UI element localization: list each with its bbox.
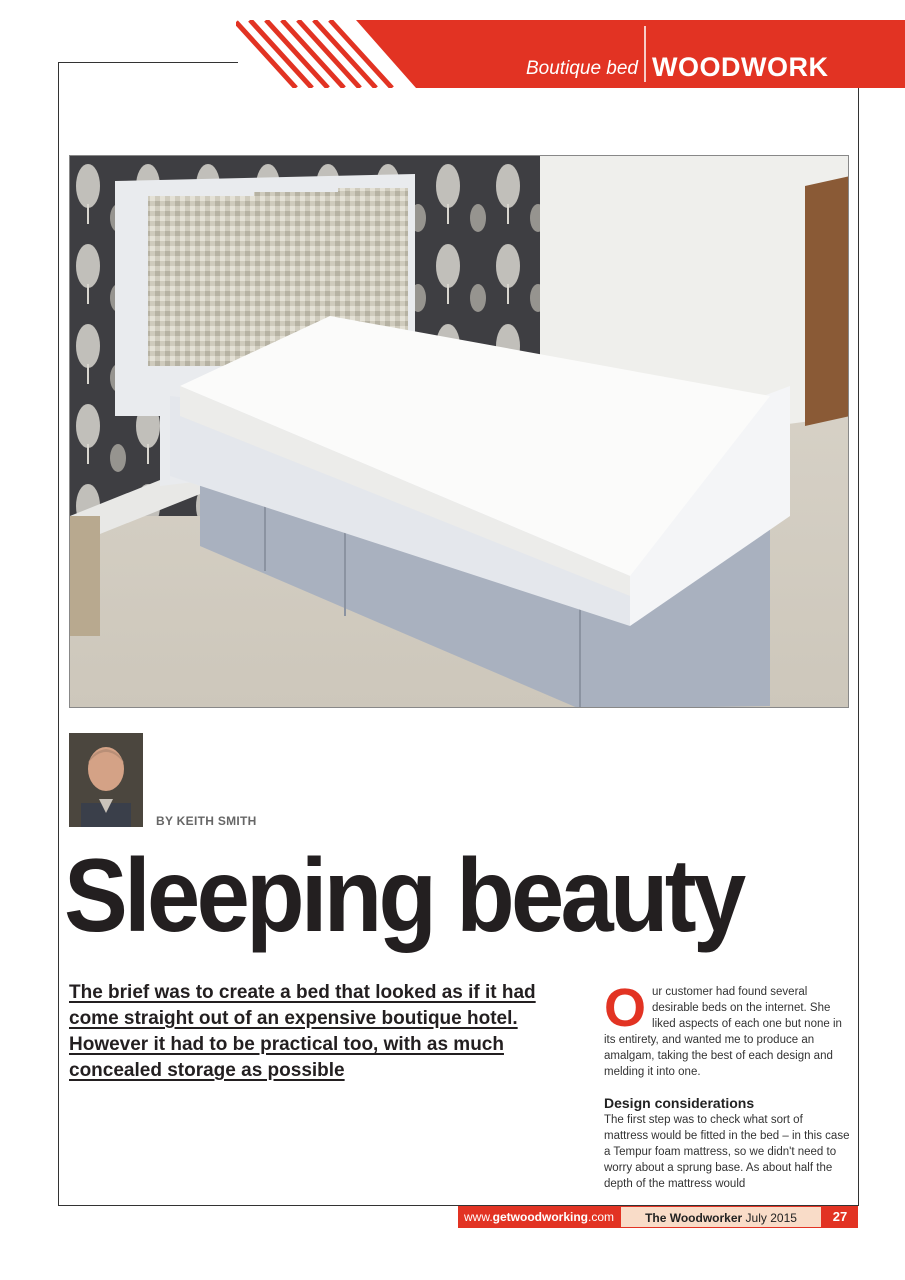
magazine-issue: July 2015 xyxy=(745,1211,797,1225)
body-paragraph: The first step was to check what sort of mattress would be fitted in the bed – in this case a Tempur foam mattress, so we didn't need to worry about a sprung base. As about half the depth of the mattress would xyxy=(604,1114,850,1190)
article-body xyxy=(604,978,850,1192)
standfirst-text: The brief was to create a bed that looked as if it had come straight out of an expensive boutique hotel. However it had to be practical too, with as much concealed storage as possible xyxy=(69,982,536,1081)
frame-right-rule xyxy=(858,88,859,1206)
url-suffix: .com xyxy=(587,1210,614,1224)
footer-magazine xyxy=(620,1206,822,1228)
article-headline: Sleeping beauty xyxy=(64,838,743,954)
intro-paragraph: ur customer had found several desirable beds on the internet. She liked aspects of each one but none in its entirety, and wanted me to produce an amalgam, taking the best of each design and melding it into one. xyxy=(604,986,842,1078)
author-photo xyxy=(69,733,143,827)
url-prefix: www. xyxy=(463,1210,493,1224)
url-domain: getwoodworking xyxy=(492,1210,588,1224)
section-kicker: Boutique bed xyxy=(526,58,638,79)
author-byline: BY KEITH SMITH xyxy=(156,814,257,828)
author-portrait-icon xyxy=(69,733,143,827)
hero-photo xyxy=(69,155,849,708)
section-title: WOODWORK xyxy=(652,52,829,82)
article-standfirst xyxy=(69,980,569,1084)
drop-cap: O xyxy=(604,978,647,1038)
page-number: 27 xyxy=(822,1206,858,1228)
bed-photo-icon xyxy=(70,156,849,708)
magazine-title: The Woodworker xyxy=(645,1211,743,1225)
body-subhead: Design considerations xyxy=(604,1095,755,1111)
footer-website-link[interactable] xyxy=(458,1206,620,1228)
